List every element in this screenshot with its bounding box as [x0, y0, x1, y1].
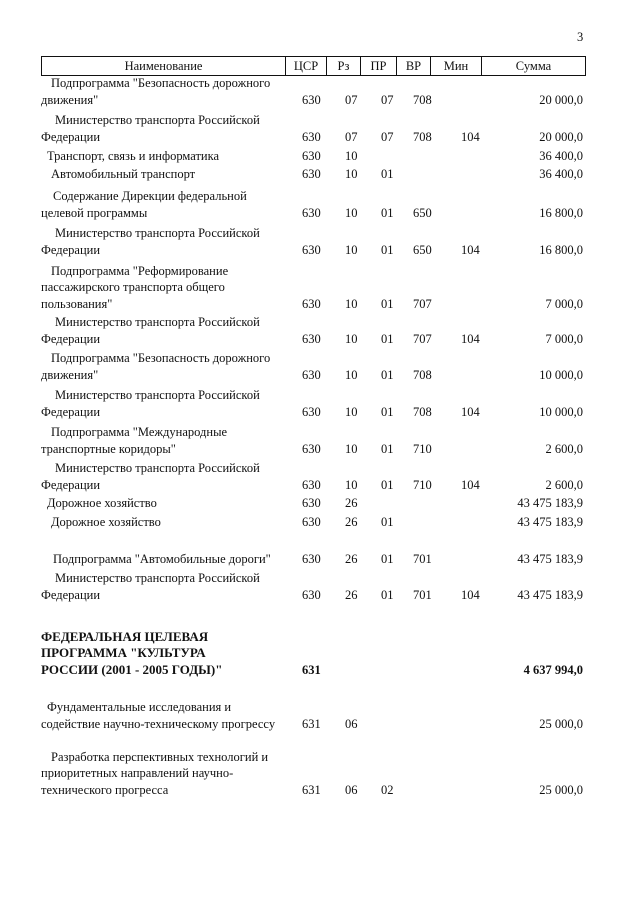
table-row — [0, 185, 640, 221]
row-name: Министерство транспорта Российской Федерации — [41, 461, 260, 492]
row-csr: 631 — [302, 716, 321, 731]
row-vr: 701 — [413, 587, 432, 602]
row-csr: 630 — [302, 166, 321, 181]
row-csr: 630 — [302, 242, 321, 257]
header-vr: ВР — [397, 57, 431, 75]
table-row — [0, 147, 640, 164]
row-rz: 10 — [345, 477, 358, 492]
row-sum: 2 600,0 — [545, 477, 583, 492]
row-pr: 01 — [381, 441, 394, 456]
row-vr: 707 — [413, 296, 432, 311]
row-vr: 710 — [413, 441, 432, 456]
row-rz: 10 — [345, 296, 358, 311]
row-vr: 708 — [413, 129, 432, 144]
row-rz: 06 — [345, 782, 358, 797]
header-min: Мин — [431, 57, 482, 75]
row-name: Подпрограмма "Безопасность дорожного движения" — [41, 351, 271, 382]
row-sum: 43 475 183,9 — [517, 514, 583, 529]
row-sum: 25 000,0 — [539, 782, 583, 797]
row-rz: 10 — [345, 242, 358, 257]
table-row — [0, 733, 640, 798]
row-pr: 01 — [381, 514, 394, 529]
row-csr: 631 — [302, 662, 321, 677]
row-sum: 36 400,0 — [539, 148, 583, 163]
header-sum: Сумма — [515, 59, 552, 73]
row-csr: 630 — [302, 514, 321, 529]
row-csr: 630 — [302, 205, 321, 220]
table-row — [0, 113, 640, 145]
row-name: Подпрограмма "Автомобильные дороги" — [53, 551, 271, 566]
row-pr: 01 — [381, 242, 394, 257]
row-sum: 4 637 994,0 — [523, 662, 583, 677]
row-sum: 2 600,0 — [545, 441, 583, 456]
row-vr: 708 — [413, 367, 432, 382]
row-sum: 43 475 183,9 — [517, 495, 583, 510]
row-rz: 07 — [345, 129, 358, 144]
row-min: 104 — [461, 129, 480, 144]
row-sum: 16 800,0 — [539, 242, 583, 257]
table-row — [0, 350, 640, 383]
row-min: 104 — [461, 477, 480, 492]
row-pr: 01 — [381, 367, 394, 382]
table-row — [0, 387, 640, 420]
table-row — [0, 683, 640, 732]
row-pr: 07 — [381, 129, 394, 144]
table-row-program — [0, 628, 640, 678]
row-rz: 10 — [345, 331, 358, 346]
page-number: 3 — [577, 30, 584, 44]
row-min: 104 — [461, 242, 480, 257]
row-vr: 707 — [413, 331, 432, 346]
row-name: Подпрограмма "Реформирование пассажирского транспорта общего пользования" — [41, 264, 229, 311]
table-row — [0, 222, 640, 258]
table-row — [0, 262, 640, 312]
row-sum: 10 000,0 — [539, 367, 583, 382]
row-csr: 630 — [302, 296, 321, 311]
row-csr: 630 — [302, 367, 321, 382]
row-rz: 10 — [345, 148, 358, 163]
row-name: Министерство транспорта Российской Федерации — [41, 315, 260, 346]
table-row — [0, 534, 640, 567]
row-name: Разработка перспективных технологий и приоритетных направлений научно-технического прогресса — [41, 750, 269, 797]
table-row — [0, 165, 640, 182]
row-name: Содержание Дирекции федеральной целевой программы — [41, 189, 247, 220]
row-name: Транспорт, связь и информатика — [47, 148, 220, 163]
row-sum: 20 000,0 — [539, 129, 583, 144]
row-rz: 10 — [345, 166, 358, 181]
header-rz: Рз — [327, 57, 361, 75]
table-header — [41, 56, 586, 76]
row-rz: 10 — [345, 367, 358, 382]
row-name: ФЕДЕРАЛЬНАЯ ЦЕЛЕВАЯ ПРОГРАММА "КУЛЬТУРА РОССИИ (2001 - 2005 ГОДЫ)" — [41, 629, 223, 677]
row-vr: 708 — [413, 404, 432, 419]
header-name: Наименование — [42, 57, 286, 75]
row-csr: 630 — [302, 477, 321, 492]
row-min: 104 — [461, 587, 480, 602]
row-min: 104 — [461, 331, 480, 346]
table-row — [0, 314, 640, 347]
row-name: Дорожное хозяйство — [47, 495, 157, 510]
row-name: Дорожное хозяйство — [51, 514, 161, 529]
table-row — [0, 494, 640, 511]
row-pr: 01 — [381, 404, 394, 419]
row-csr: 630 — [302, 92, 321, 107]
row-rz: 26 — [345, 495, 358, 510]
row-sum: 7 000,0 — [545, 296, 583, 311]
row-csr: 630 — [302, 404, 321, 419]
row-sum: 43 475 183,9 — [517, 587, 583, 602]
row-pr: 01 — [381, 551, 394, 566]
row-csr: 630 — [302, 495, 321, 510]
row-rz: 10 — [345, 205, 358, 220]
row-name: Министерство транспорта Российской Федерации — [41, 226, 260, 257]
row-pr: 01 — [381, 166, 394, 181]
row-vr: 650 — [413, 242, 432, 257]
row-csr: 630 — [302, 441, 321, 456]
row-sum: 43 475 183,9 — [517, 551, 583, 566]
row-name: Подпрограмма "Безопасность дорожного движения" — [41, 76, 271, 107]
row-rz: 26 — [345, 587, 358, 602]
row-name: Автомобильный транспорт — [51, 166, 196, 181]
table-row — [0, 460, 640, 493]
row-sum: 36 400,0 — [539, 166, 583, 181]
row-pr: 01 — [381, 477, 394, 492]
row-rz: 10 — [345, 404, 358, 419]
header-pr: ПР — [361, 57, 397, 75]
row-pr: 01 — [381, 331, 394, 346]
table-row — [0, 570, 640, 603]
row-vr: 708 — [413, 92, 432, 107]
row-rz: 10 — [345, 441, 358, 456]
row-csr: 630 — [302, 148, 321, 163]
row-sum: 25 000,0 — [539, 716, 583, 731]
row-sum: 7 000,0 — [545, 331, 583, 346]
row-min: 104 — [461, 404, 480, 419]
table-row — [0, 78, 640, 108]
row-sum: 10 000,0 — [539, 404, 583, 419]
row-name: Подпрограмма "Международные транспортные коридоры" — [41, 425, 228, 456]
row-rz: 26 — [345, 551, 358, 566]
table-row — [0, 424, 640, 457]
row-name: Министерство транспорта Российской Федерации — [41, 388, 260, 419]
row-csr: 630 — [302, 551, 321, 566]
row-csr: 630 — [302, 331, 321, 346]
row-pr: 01 — [381, 205, 394, 220]
row-rz: 06 — [345, 716, 358, 731]
header-csr: ЦСР — [286, 57, 327, 75]
row-pr: 07 — [381, 92, 394, 107]
row-csr: 630 — [302, 587, 321, 602]
row-name: Министерство транспорта Российской Федерации — [41, 571, 260, 602]
row-name: Фундаментальные исследования и содействие научно-техническому прогрессу — [41, 700, 276, 731]
row-pr: 01 — [381, 296, 394, 311]
row-name: Министерство транспорта Российской Федерации — [41, 113, 260, 144]
row-pr: 02 — [381, 782, 394, 797]
table-row — [0, 513, 640, 530]
row-vr: 701 — [413, 551, 432, 566]
row-sum: 16 800,0 — [539, 205, 583, 220]
row-vr: 650 — [413, 205, 432, 220]
row-pr: 01 — [381, 587, 394, 602]
row-rz: 26 — [345, 514, 358, 529]
row-csr: 631 — [302, 782, 321, 797]
row-csr: 630 — [302, 129, 321, 144]
row-sum: 20 000,0 — [539, 92, 583, 107]
row-rz: 07 — [345, 92, 358, 107]
row-vr: 710 — [413, 477, 432, 492]
